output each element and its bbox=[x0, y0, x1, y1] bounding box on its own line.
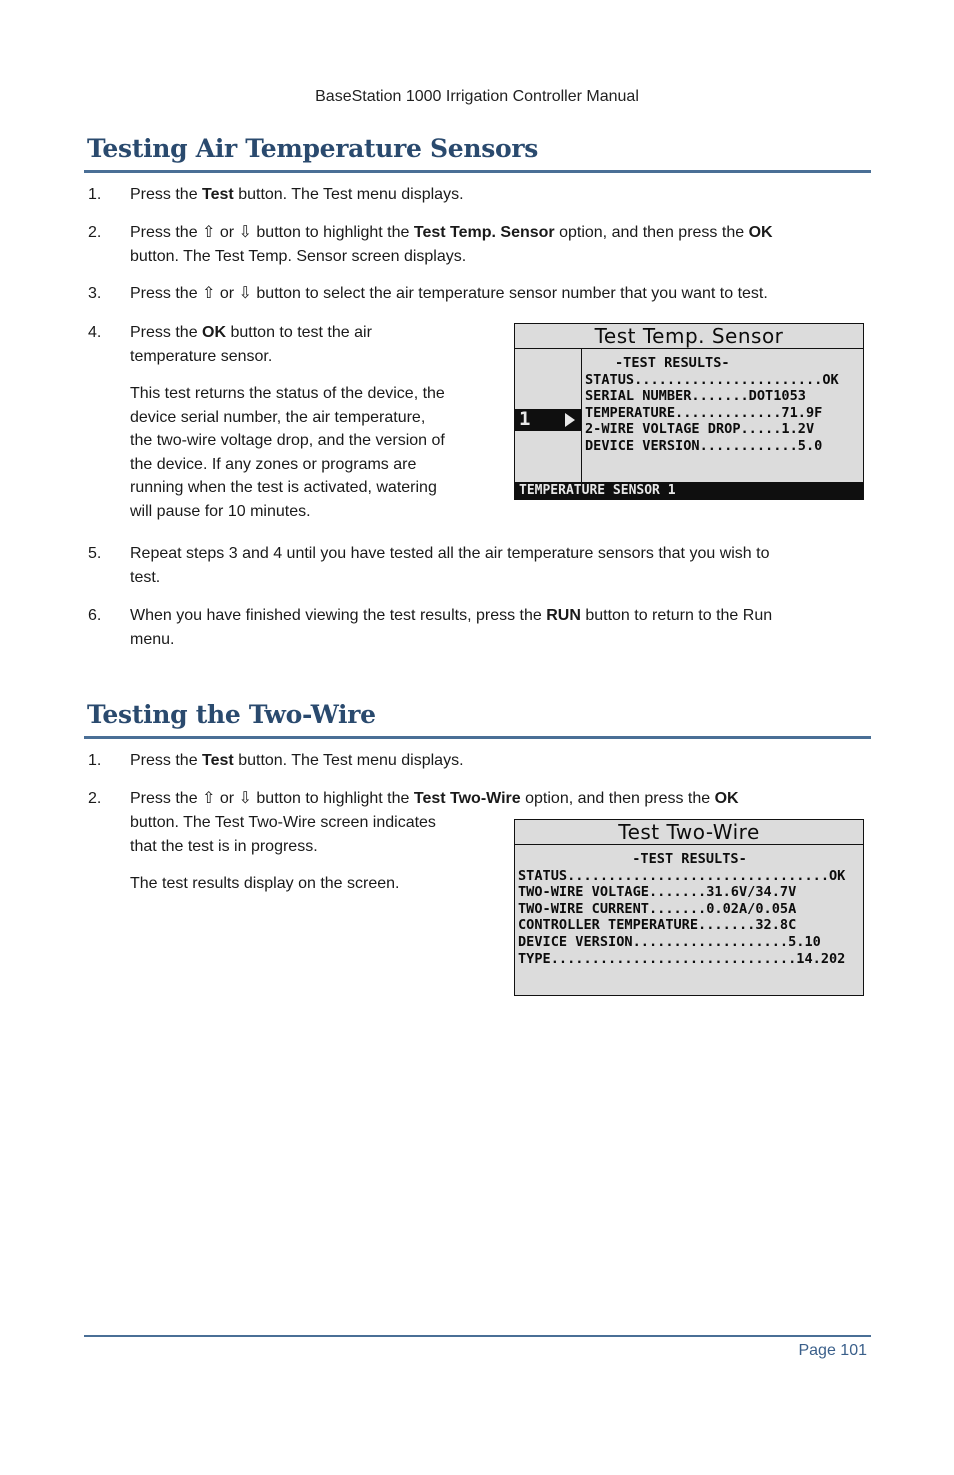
arrow-right-icon bbox=[565, 413, 575, 427]
lcd-test-temp-sensor bbox=[514, 323, 864, 500]
lcd-row: TWO-WIRE VOLTAGE.......31.6V/34.7V bbox=[518, 884, 797, 901]
lcd-heading: -TEST RESULTS- bbox=[632, 851, 747, 867]
lcd-row: STATUS................................OK bbox=[518, 867, 846, 884]
lcd-footer: TEMPERATURE SENSOR 1 bbox=[515, 482, 863, 500]
results-note: The test results display on the screen. bbox=[130, 875, 400, 892]
lcd-row: STATUS.......................OK bbox=[585, 371, 839, 388]
lcd-title: Test Two-Wire bbox=[515, 820, 863, 845]
running-header: BaseStation 1000 Irrigation Controller Manual bbox=[315, 88, 639, 105]
lcd-row: CONTROLLER TEMPERATURE.......32.8C bbox=[518, 917, 797, 934]
section-title-air-temperature: Testing Air Temperature Sensors bbox=[87, 134, 539, 163]
step-4-description: This test returns the status of the device, the device serial number, the air temperature, the two-wire voltage drop, and the version of the device. If any zones or programs are running when the test is activated, watering will pause for 10 minutes. bbox=[130, 385, 445, 520]
lcd-row: SERIAL NUMBER.......DOT1053 bbox=[585, 388, 806, 405]
lcd-row: DEVICE VERSION............5.0 bbox=[585, 437, 823, 454]
lcd-test-two-wire bbox=[514, 819, 864, 996]
section-title-two-wire: Testing the Two-Wire bbox=[87, 700, 376, 729]
lcd-title: Test Temp. Sensor bbox=[515, 324, 863, 349]
page-number: Page 101 bbox=[798, 1342, 867, 1359]
section-rule bbox=[84, 170, 871, 173]
lcd-row: TWO-WIRE CURRENT.......0.02A/0.05A bbox=[518, 900, 797, 917]
lcd-selected-sensor: 1 bbox=[515, 409, 581, 431]
lcd-row: DEVICE VERSION...................5.10 bbox=[518, 933, 821, 950]
lcd-row: TEMPERATURE.............71.9F bbox=[585, 404, 823, 421]
lcd-row: 2-WIRE VOLTAGE DROP.....1.2V bbox=[585, 421, 815, 438]
lcd-heading: -TEST RESULTS- bbox=[615, 355, 730, 371]
footer-rule bbox=[84, 1335, 871, 1337]
lcd-row: TYPE..............................14.202 bbox=[518, 950, 846, 967]
section-rule bbox=[84, 736, 871, 739]
